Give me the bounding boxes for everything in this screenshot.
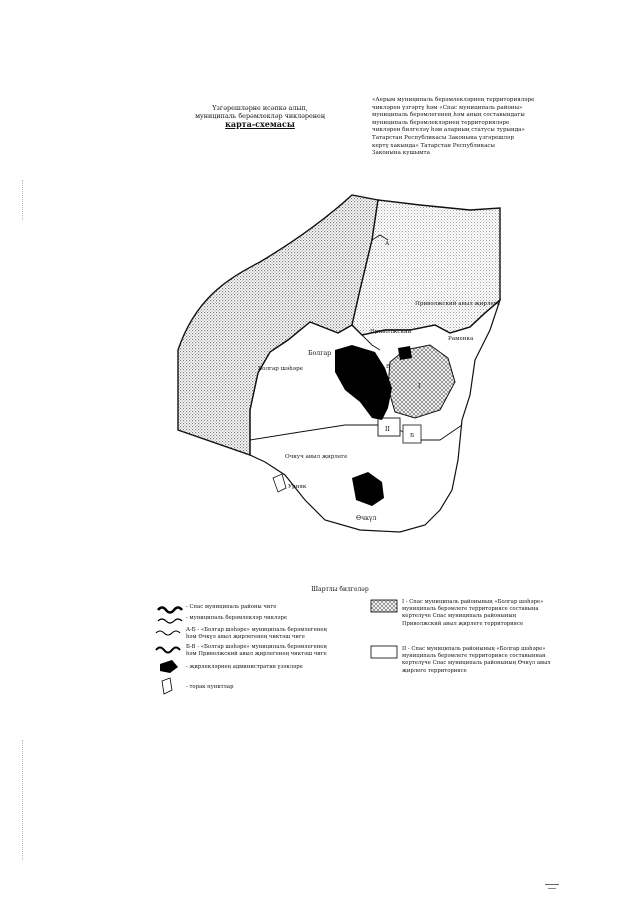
label-letter-b2: Б	[398, 351, 403, 357]
legend-symbol-admin-center	[160, 660, 178, 673]
label-ramenka: Раменка	[448, 336, 474, 342]
annex-line: муниципаль берәмлекләрнең территорияләре	[372, 119, 510, 126]
label-letter-a: А	[385, 241, 390, 247]
legend-item-area-ii: II - Спас муниципаль районының «Болгар шәһәре» муниципаль берәмлеге территориясе составыннан кертелүче Спас муниципаль районының Өчкүл авыл җирлеге территориясе	[402, 646, 551, 674]
legend-item-b-v-border: Б-В - «Болгар шәһәре» муниципаль берәмлегенең һәм Приволжский авыл җирлегенең чиктәш чиге	[186, 644, 327, 658]
legend-symbol-municipal-border	[158, 619, 182, 623]
label-letter-v: В	[386, 364, 391, 370]
legend-symbol-area-ii	[371, 646, 397, 658]
legend-symbol-area-i	[371, 600, 397, 612]
legend-item-district-border: - Спас муниципаль районы чиге	[186, 604, 277, 610]
label-bolgar-city: Болгар шәһәре	[258, 366, 303, 372]
legend-title: Шартлы билгеләр	[311, 586, 369, 593]
label-privolzhsky-rural: Приволжский авыл җирлеге	[415, 301, 501, 307]
internal-boundary-a-b	[250, 425, 462, 440]
bolgar-city-territory	[178, 195, 378, 455]
annex-line: «Аерым муниципаль берәмлекләрнең территорияләре	[372, 97, 535, 103]
ochkul-admin-center	[352, 472, 384, 506]
annex-line: Татарстан Республикасы Законына үзгәрешләр	[372, 134, 514, 141]
legend-item-admin-center: - җирлекләрнең административ үзәкләре	[186, 664, 303, 670]
annex-line: кертү хакында» Татарстан Республикасы	[372, 142, 496, 149]
legend-item-area-i: I - Спас муниципаль районының «Болгар шәһәре» муниципаль берәмлеге территориясе составына кертелүче Спас муниципаль районының Приволжский авыл җирлеге территориясе	[402, 599, 544, 627]
legend-symbol-settlement	[162, 678, 172, 694]
label-area-ii: II	[385, 426, 390, 433]
title-line-3: карта-схемасы	[225, 119, 295, 129]
legend-item-settlement: - торак пунктлар	[186, 684, 234, 690]
title-line-1: Үзгәрешләрне исәпкә алып,	[212, 104, 308, 112]
annex-line: муниципаль берәмлегенең һәм аның составындагы	[372, 112, 525, 119]
bolgar-admin-center	[335, 345, 392, 420]
legend-item-a-b-border: А-Б - «Болгар шәһәре» муниципаль берәмлегенең һәм Өчкүл авыл җирлегенең чиктәш чиге	[186, 627, 327, 641]
label-bolgar: Болгар	[308, 350, 332, 357]
legend-symbol-a-b-border	[156, 631, 180, 635]
label-privolzhsky-settlement: Приволжский	[370, 329, 412, 335]
urnyak-settlement	[273, 474, 286, 492]
label-ochkul-rural: Очкуч авыл җирлеге	[285, 454, 348, 460]
label-urnyak: Урняк	[288, 484, 307, 490]
annex-line: чикләрен үзгәртү һәм «Спас муниципаль районы»	[372, 104, 523, 111]
legend-item-municipal-border: - муниципаль берәмлекләр чикләре	[186, 615, 288, 621]
label-letter-b: Б	[410, 433, 415, 439]
annex-line: чикләрен билгеләү һәм аларның статусы турында»	[372, 127, 525, 134]
title-line-2: муниципаль берәмлекләр чикләренең	[195, 112, 325, 120]
legend-symbol-b-v-border	[156, 648, 180, 653]
label-area-i: I	[418, 383, 421, 390]
legend-symbol-district-border	[158, 608, 182, 613]
label-ochkul: Өчкүл	[356, 515, 377, 522]
annex-line: Законына кушымта	[372, 150, 430, 157]
